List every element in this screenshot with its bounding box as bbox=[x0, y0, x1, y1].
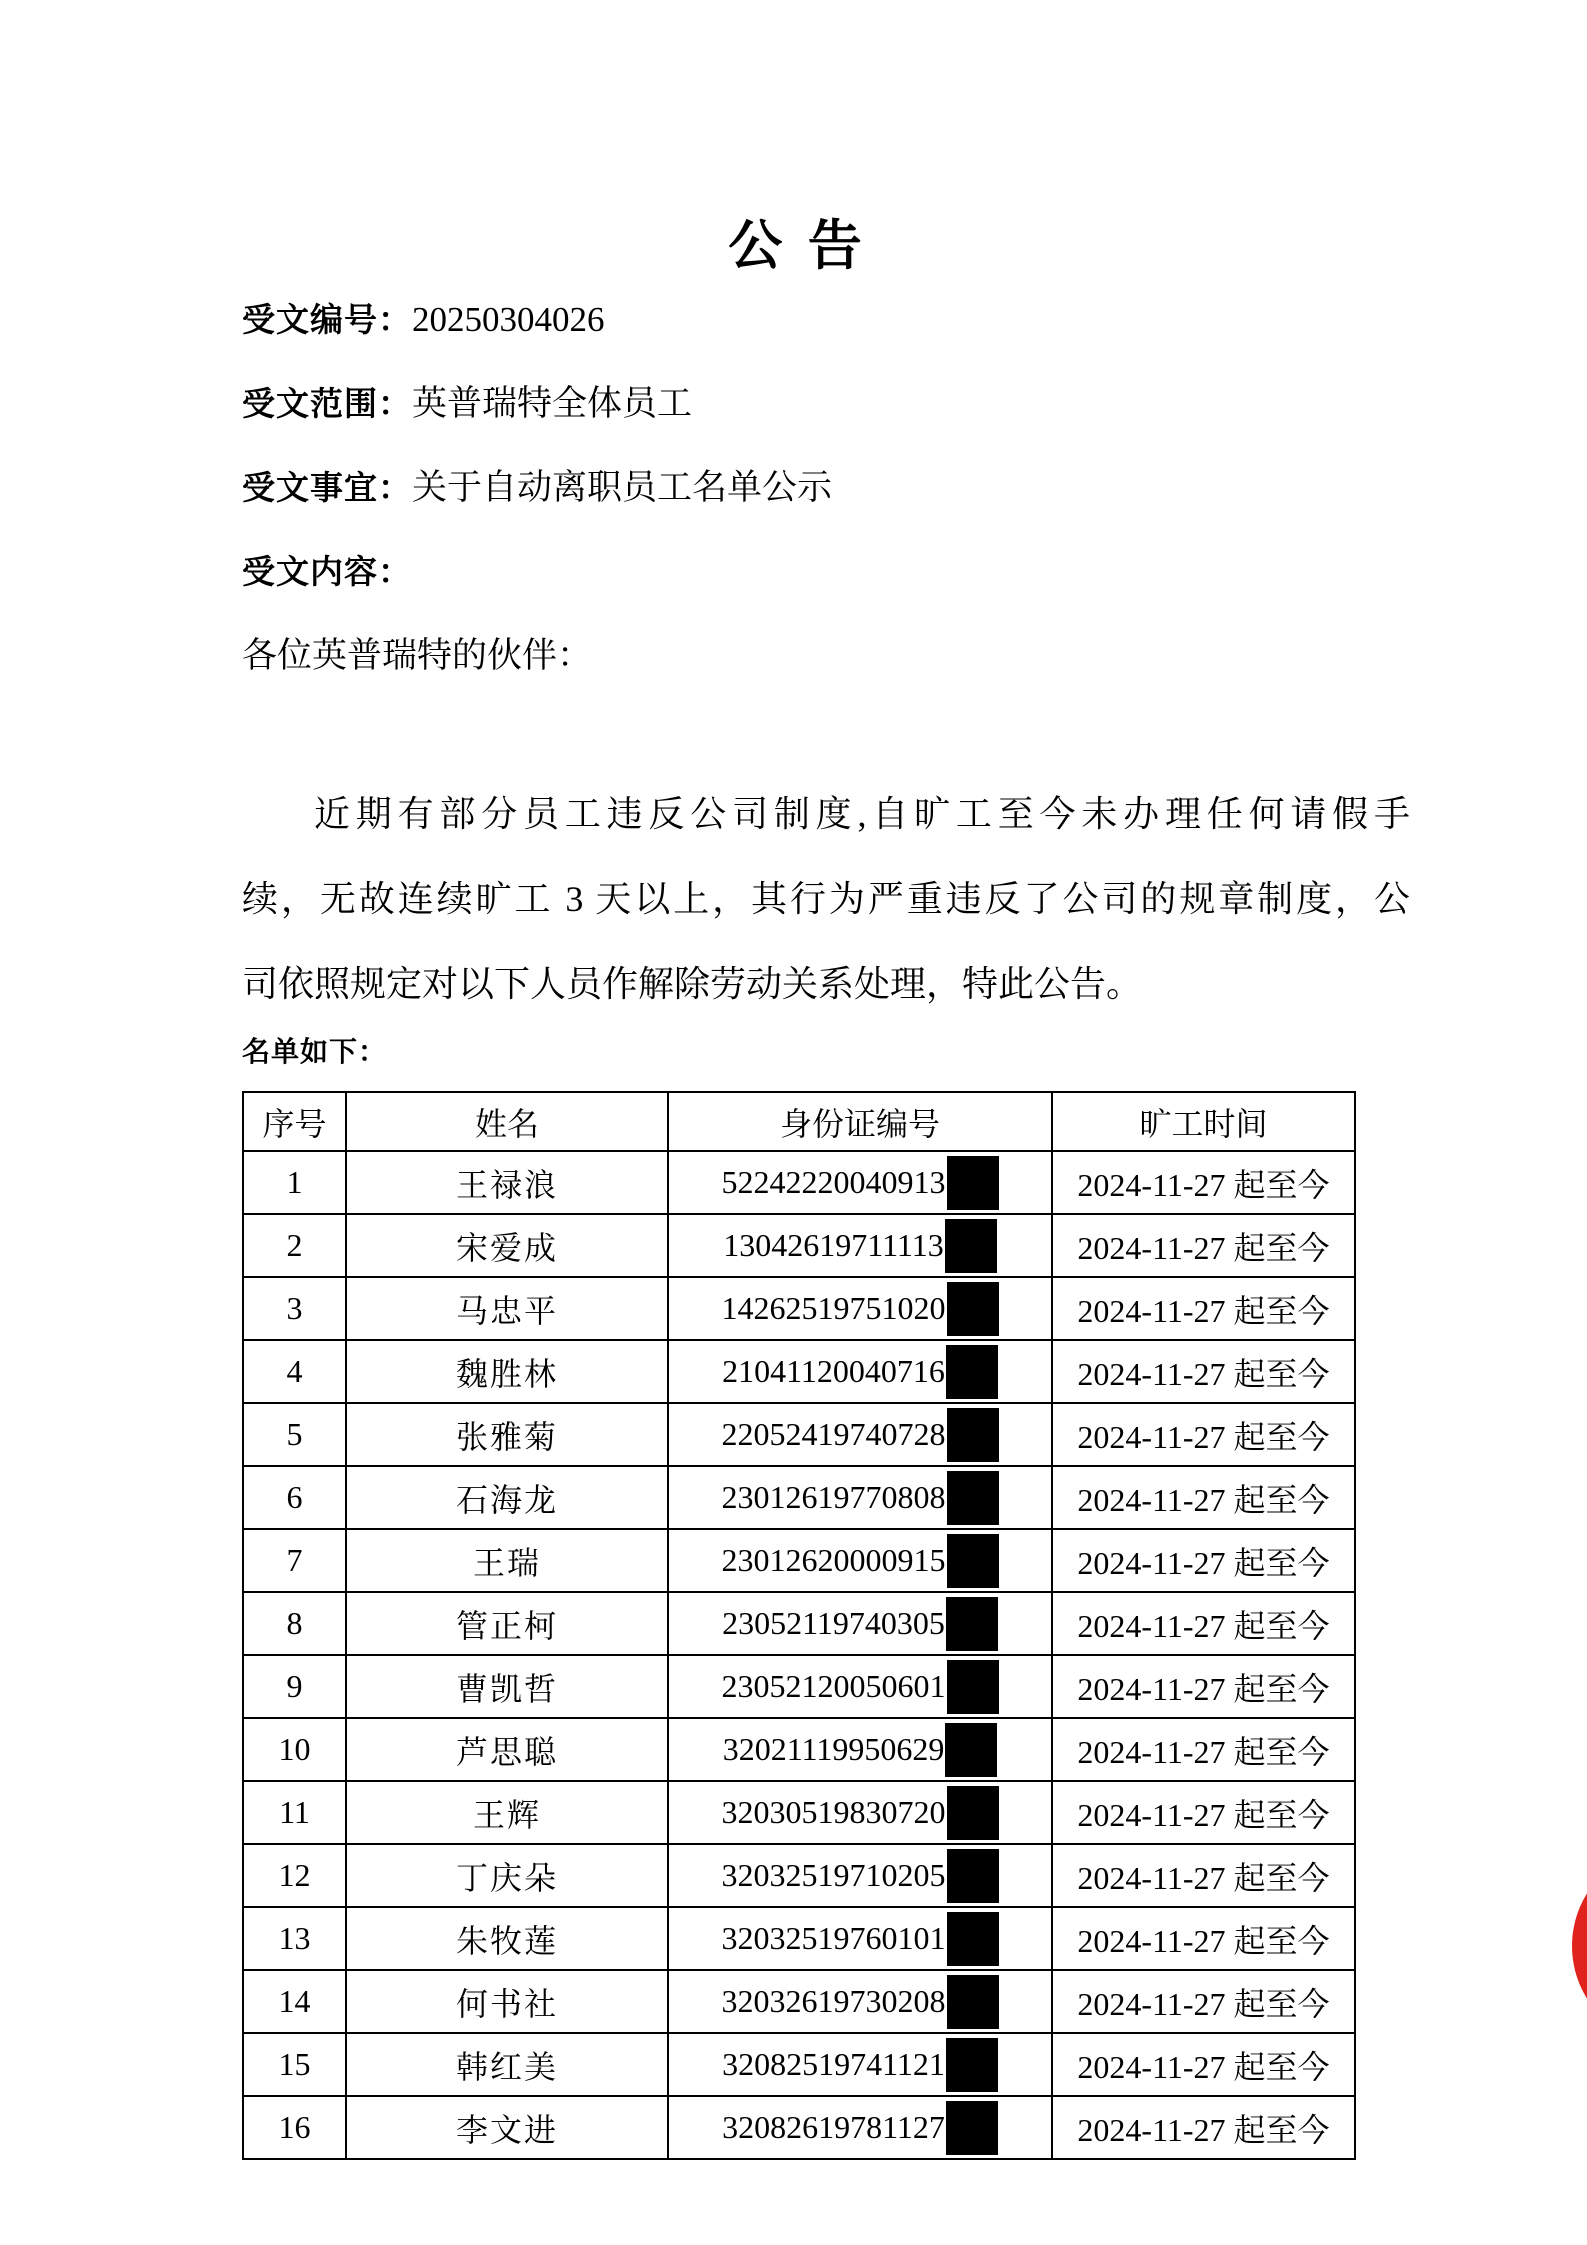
redaction-box bbox=[947, 1156, 999, 1210]
meta-label-doc-number: 受文编号： bbox=[242, 301, 412, 338]
redaction-box bbox=[947, 1282, 999, 1336]
redaction-box bbox=[947, 1471, 999, 1525]
cell-serial: 11 bbox=[243, 1781, 346, 1844]
meta-value-doc-number: 20250304026 bbox=[412, 300, 605, 339]
cell-id-number bbox=[668, 1340, 1052, 1403]
meta-line-scope bbox=[242, 362, 1410, 446]
cell-serial: 8 bbox=[243, 1592, 346, 1655]
meta-line-subject bbox=[242, 446, 1410, 530]
cell-absence-time: 2024-11-27 起至今 bbox=[1052, 2033, 1355, 2096]
cell-name: 朱牧莲 bbox=[346, 1907, 668, 1970]
seal-stamp bbox=[1572, 1846, 1587, 2046]
redaction-box bbox=[946, 2101, 998, 2155]
cell-absence-time: 2024-11-27 起至今 bbox=[1052, 1466, 1355, 1529]
cell-id-number bbox=[668, 1718, 1052, 1781]
meta-line-content bbox=[242, 530, 1410, 614]
table-row bbox=[243, 2096, 1355, 2159]
cell-serial: 1 bbox=[243, 1151, 346, 1214]
cell-id-number bbox=[668, 1214, 1052, 1277]
table-row bbox=[243, 1718, 1355, 1781]
cell-id-number bbox=[668, 1277, 1052, 1340]
cell-serial: 16 bbox=[243, 2096, 346, 2159]
header-cell-name: 姓名 bbox=[346, 1092, 668, 1151]
header-cell-absence-time: 旷工时间 bbox=[1052, 1092, 1355, 1151]
body-paragraph bbox=[242, 772, 1410, 1027]
table-row bbox=[243, 1403, 1355, 1466]
cell-name: 魏胜林 bbox=[346, 1340, 668, 1403]
id-number-text: 13042619711113 bbox=[723, 1227, 944, 1263]
meta-value-scope: 英普瑞特全体员工 bbox=[412, 384, 693, 423]
cell-name: 马忠平 bbox=[346, 1277, 668, 1340]
body-line: 续，无故连续旷工 3 天以上，其行为严重违反了公司的规章制度，公 bbox=[242, 879, 1410, 919]
body-line: 近期有部分员工违反公司制度,自旷工至今未办理任何请假手 bbox=[314, 794, 1410, 834]
id-number-text: 32021119950629 bbox=[722, 1731, 945, 1767]
table-row bbox=[243, 1655, 1355, 1718]
document-content bbox=[242, 0, 1410, 2160]
table-row bbox=[243, 1907, 1355, 1970]
cell-id-number bbox=[668, 1466, 1052, 1529]
meta-label-subject: 受文事宜： bbox=[242, 469, 412, 506]
id-number-text: 32032619730208 bbox=[721, 1983, 946, 2019]
id-number-text: 32032519710205 bbox=[721, 1857, 946, 1893]
cell-name: 王瑞 bbox=[346, 1529, 668, 1592]
cell-id-number bbox=[668, 1907, 1052, 1970]
redaction-box bbox=[946, 1597, 998, 1651]
id-number-text: 32082619781127 bbox=[722, 2109, 945, 2145]
cell-name: 芦思聪 bbox=[346, 1718, 668, 1781]
cell-absence-time: 2024-11-27 起至今 bbox=[1052, 1340, 1355, 1403]
cell-serial: 12 bbox=[243, 1844, 346, 1907]
meta-value-subject: 关于自动离职员工名单公示 bbox=[412, 468, 833, 507]
redaction-box bbox=[946, 2038, 998, 2092]
table-row bbox=[243, 1781, 1355, 1844]
cell-id-number bbox=[668, 1781, 1052, 1844]
cell-name: 王禄浪 bbox=[346, 1151, 668, 1214]
cell-absence-time: 2024-11-27 起至今 bbox=[1052, 1592, 1355, 1655]
redaction-box bbox=[946, 1345, 998, 1399]
cell-serial: 10 bbox=[243, 1718, 346, 1781]
cell-absence-time: 2024-11-27 起至今 bbox=[1052, 1529, 1355, 1592]
meta-label-scope: 受文范围： bbox=[242, 385, 412, 422]
cell-serial: 7 bbox=[243, 1529, 346, 1592]
redaction-box bbox=[945, 1723, 997, 1777]
cell-serial: 2 bbox=[243, 1214, 346, 1277]
redaction-box bbox=[945, 1219, 997, 1273]
list-label: 名单如下： bbox=[242, 1036, 388, 1067]
cell-absence-time: 2024-11-27 起至今 bbox=[1052, 1844, 1355, 1907]
cell-absence-time: 2024-11-27 起至今 bbox=[1052, 1970, 1355, 2033]
cell-id-number bbox=[668, 1655, 1052, 1718]
table-row bbox=[243, 1592, 1355, 1655]
cell-absence-time: 2024-11-27 起至今 bbox=[1052, 1214, 1355, 1277]
id-number-text: 23012620000915 bbox=[721, 1542, 946, 1578]
cell-serial: 4 bbox=[243, 1340, 346, 1403]
cell-id-number bbox=[668, 1844, 1052, 1907]
cell-id-number bbox=[668, 1403, 1052, 1466]
table-row bbox=[243, 1151, 1355, 1214]
cell-serial: 5 bbox=[243, 1403, 346, 1466]
cell-name: 张雅菊 bbox=[346, 1403, 668, 1466]
id-number-text: 14262519751020 bbox=[721, 1290, 946, 1326]
cell-name: 韩红美 bbox=[346, 2033, 668, 2096]
cell-serial: 6 bbox=[243, 1466, 346, 1529]
cell-serial: 14 bbox=[243, 1970, 346, 2033]
id-number-text: 23012619770808 bbox=[721, 1479, 946, 1515]
cell-absence-time: 2024-11-27 起至今 bbox=[1052, 1655, 1355, 1718]
meta-label-content: 受文内容： bbox=[242, 553, 412, 590]
redaction-box bbox=[947, 1534, 999, 1588]
cell-id-number bbox=[668, 2033, 1052, 2096]
table-row bbox=[243, 1529, 1355, 1592]
header-cell-serial: 序号 bbox=[243, 1092, 346, 1151]
cell-name: 丁庆朵 bbox=[346, 1844, 668, 1907]
cell-absence-time: 2024-11-27 起至今 bbox=[1052, 1151, 1355, 1214]
cell-serial: 9 bbox=[243, 1655, 346, 1718]
cell-absence-time: 2024-11-27 起至今 bbox=[1052, 1718, 1355, 1781]
cell-absence-time: 2024-11-27 起至今 bbox=[1052, 1781, 1355, 1844]
table-row bbox=[243, 1844, 1355, 1907]
id-number-text: 52242220040913 bbox=[721, 1164, 946, 1200]
cell-serial: 13 bbox=[243, 1907, 346, 1970]
cell-serial: 15 bbox=[243, 2033, 346, 2096]
table-row bbox=[243, 1340, 1355, 1403]
cell-id-number bbox=[668, 1151, 1052, 1214]
cell-absence-time: 2024-11-27 起至今 bbox=[1052, 2096, 1355, 2159]
redaction-box bbox=[947, 1849, 999, 1903]
table-row bbox=[243, 1466, 1355, 1529]
body-line: 司依照规定对以下人员作解除劳动关系处理，特此公告。 bbox=[242, 964, 1143, 1004]
table-row bbox=[243, 2033, 1355, 2096]
roster-table bbox=[242, 1091, 1356, 2160]
cell-name: 李文进 bbox=[346, 2096, 668, 2159]
id-number-text: 32030519830720 bbox=[721, 1794, 946, 1830]
cell-name: 何书社 bbox=[346, 1970, 668, 2033]
salutation: 各位英普瑞特的伙伴： bbox=[242, 636, 593, 675]
id-number-text: 23052120050601 bbox=[721, 1668, 946, 1704]
id-number-text: 22052419740728 bbox=[721, 1416, 946, 1452]
header-cell-id-number: 身份证编号 bbox=[668, 1092, 1052, 1151]
cell-id-number bbox=[668, 2096, 1052, 2159]
id-number-text: 23052119740305 bbox=[722, 1605, 945, 1641]
redaction-box bbox=[947, 1408, 999, 1462]
redaction-box bbox=[947, 1660, 999, 1714]
table-row bbox=[243, 1970, 1355, 2033]
cell-absence-time: 2024-11-27 起至今 bbox=[1052, 1907, 1355, 1970]
cell-id-number bbox=[668, 1529, 1052, 1592]
cell-name: 王辉 bbox=[346, 1781, 668, 1844]
redaction-box bbox=[947, 1912, 999, 1966]
redaction-box bbox=[947, 1786, 999, 1840]
redaction-box bbox=[947, 1975, 999, 2029]
cell-id-number bbox=[668, 1970, 1052, 2033]
cell-absence-time: 2024-11-27 起至今 bbox=[1052, 1403, 1355, 1466]
id-number-text: 32082519741121 bbox=[722, 2046, 945, 2082]
cell-name: 宋爱成 bbox=[346, 1214, 668, 1277]
cell-absence-time: 2024-11-27 起至今 bbox=[1052, 1277, 1355, 1340]
meta-line-doc-number bbox=[242, 278, 1410, 362]
table-header-row bbox=[243, 1092, 1355, 1151]
table-row bbox=[243, 1277, 1355, 1340]
cell-name: 管正柯 bbox=[346, 1592, 668, 1655]
cell-id-number bbox=[668, 1592, 1052, 1655]
id-number-text: 21041120040716 bbox=[722, 1353, 945, 1389]
cell-serial: 3 bbox=[243, 1277, 346, 1340]
page-title: 公 告 bbox=[728, 216, 868, 276]
cell-name: 石海龙 bbox=[346, 1466, 668, 1529]
table-row bbox=[243, 1214, 1355, 1277]
cell-name: 曹凯哲 bbox=[346, 1655, 668, 1718]
id-number-text: 32032519760101 bbox=[721, 1920, 946, 1956]
